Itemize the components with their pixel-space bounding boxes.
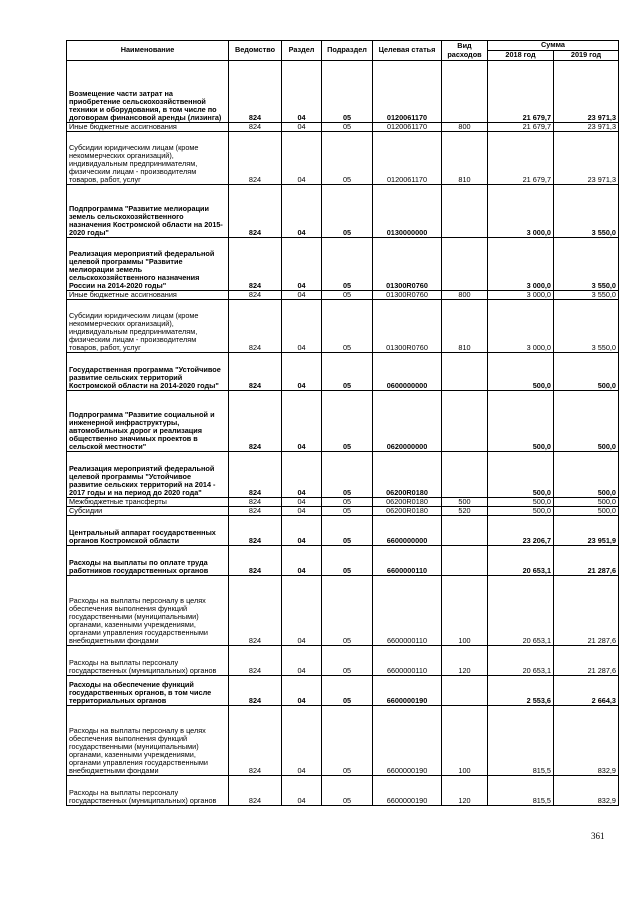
- row-article-cell: 6600000110: [373, 546, 442, 576]
- row-name-cell: Расходы на выплаты персоналу в целях обеспечения выполнения функций государственными (муниципальными) органами, казенными учреждениями, органами управления государственными внебюджетными фондами: [67, 576, 229, 646]
- row-subsection-cell: 05: [322, 646, 373, 676]
- row-subsection-cell: 05: [322, 452, 373, 498]
- row-section-cell: 04: [282, 516, 322, 546]
- row-value-2019-cell: 3 550,0: [554, 185, 619, 238]
- row-section-cell: 04: [282, 498, 322, 507]
- table-row: [67, 516, 619, 546]
- row-value-2018-cell: 3 000,0: [488, 300, 554, 353]
- row-article-cell: 6600000110: [373, 646, 442, 676]
- row-value-2018-cell: 20 653,1: [488, 576, 554, 646]
- row-value-2019-cell: 3 550,0: [554, 238, 619, 291]
- row-expense-type-cell: 500: [442, 498, 488, 507]
- row-article-cell: 06200R0180: [373, 507, 442, 516]
- table-row: [67, 546, 619, 576]
- row-department-cell: 824: [229, 646, 282, 676]
- row-subsection-cell: 05: [322, 300, 373, 353]
- row-name-cell: Субсидии: [67, 507, 229, 516]
- row-value-2018-cell: 500,0: [488, 391, 554, 452]
- row-expense-type-cell: [442, 676, 488, 706]
- row-expense-type-cell: [442, 185, 488, 238]
- row-article-cell: 0120061170: [373, 61, 442, 123]
- row-name-cell: Реализация мероприятий федеральной целевой программы "Устойчивое развитие сельских территорий на 2014 - 2017 годы и на период до 2020 года": [67, 452, 229, 498]
- row-department-cell: 824: [229, 452, 282, 498]
- row-section-cell: 04: [282, 291, 322, 300]
- row-subsection-cell: 05: [322, 546, 373, 576]
- row-department-cell: 824: [229, 61, 282, 123]
- row-value-2018-cell: 20 653,1: [488, 646, 554, 676]
- row-value-2019-cell: 23 971,3: [554, 61, 619, 123]
- row-expense-type-cell: [442, 238, 488, 291]
- table-row: [67, 507, 619, 516]
- row-name-cell: Подпрограмма "Развитие социальной и инженерной инфраструктуры, автомобильных дорог и реализация общественно значимых проектов в сельской местности": [67, 391, 229, 452]
- row-subsection-cell: 05: [322, 132, 373, 185]
- row-expense-type-cell: 520: [442, 507, 488, 516]
- row-subsection-cell: 05: [322, 706, 373, 776]
- row-name-cell: Расходы на выплаты персоналу государственных (муниципальных) органов: [67, 776, 229, 806]
- row-value-2018-cell: 3 000,0: [488, 185, 554, 238]
- row-value-2018-cell: 21 679,7: [488, 123, 554, 132]
- row-value-2019-cell: 500,0: [554, 498, 619, 507]
- row-value-2019-cell: 3 550,0: [554, 291, 619, 300]
- budget-table-body: [67, 61, 619, 806]
- row-value-2019-cell: 21 287,6: [554, 546, 619, 576]
- row-department-cell: 824: [229, 507, 282, 516]
- row-name-cell: Межбюджетные трансферты: [67, 498, 229, 507]
- row-article-cell: 01300R0760: [373, 300, 442, 353]
- row-section-cell: 04: [282, 546, 322, 576]
- row-name-cell: Реализация мероприятий федеральной целевой программы "Развитие мелиорации земель сельскохозяйственного назначения России на 2014-2020 годы": [67, 238, 229, 291]
- row-name-cell: Расходы на выплаты персоналу государственных (муниципальных) органов: [67, 646, 229, 676]
- row-value-2018-cell: 3 000,0: [488, 238, 554, 291]
- row-subsection-cell: 05: [322, 676, 373, 706]
- row-value-2019-cell: 500,0: [554, 353, 619, 391]
- row-department-cell: 824: [229, 123, 282, 132]
- row-department-cell: 824: [229, 576, 282, 646]
- row-article-cell: 0600000000: [373, 353, 442, 391]
- row-department-cell: 824: [229, 516, 282, 546]
- row-expense-type-cell: [442, 516, 488, 546]
- row-expense-type-cell: [442, 61, 488, 123]
- row-value-2019-cell: 21 287,6: [554, 576, 619, 646]
- row-subsection-cell: 05: [322, 185, 373, 238]
- row-article-cell: 6600000190: [373, 776, 442, 806]
- header-section: Раздел: [282, 41, 322, 61]
- row-department-cell: 824: [229, 546, 282, 576]
- row-value-2018-cell: 500,0: [488, 507, 554, 516]
- table-row: [67, 452, 619, 498]
- row-name-cell: Иные бюджетные ассигнования: [67, 291, 229, 300]
- table-row: [67, 646, 619, 676]
- budget-sheet: [66, 40, 618, 806]
- table-row: [67, 123, 619, 132]
- row-section-cell: 04: [282, 452, 322, 498]
- table-row: [67, 300, 619, 353]
- row-value-2018-cell: 500,0: [488, 498, 554, 507]
- row-name-cell: Возмещение части затрат на приобретение сельскохозяйственной техники и оборудования, в том числе по договорам финансовой аренды (лизинга): [67, 61, 229, 123]
- header-sum: Сумма: [488, 41, 619, 51]
- row-expense-type-cell: 810: [442, 132, 488, 185]
- row-section-cell: 04: [282, 132, 322, 185]
- row-name-cell: Субсидии юридическим лицам (кроме некоммерческих организаций), индивидуальным предпринимателям, физическим лицам - производителям товаров, работ, услуг: [67, 132, 229, 185]
- row-section-cell: 04: [282, 353, 322, 391]
- table-row: [67, 185, 619, 238]
- row-subsection-cell: 05: [322, 238, 373, 291]
- row-department-cell: 824: [229, 185, 282, 238]
- row-value-2019-cell: 500,0: [554, 391, 619, 452]
- row-article-cell: 0130000000: [373, 185, 442, 238]
- row-value-2019-cell: 832,9: [554, 776, 619, 806]
- row-department-cell: 824: [229, 300, 282, 353]
- header-target-article: Целевая статья: [373, 41, 442, 61]
- row-subsection-cell: 05: [322, 498, 373, 507]
- header-name: Наименование: [67, 41, 229, 61]
- budget-table: [66, 40, 619, 806]
- row-department-cell: 824: [229, 676, 282, 706]
- table-row: [67, 391, 619, 452]
- header-year-2018: 2018 год: [488, 51, 554, 61]
- row-article-cell: 6600000110: [373, 576, 442, 646]
- row-department-cell: 824: [229, 132, 282, 185]
- row-name-cell: Иные бюджетные ассигнования: [67, 123, 229, 132]
- table-row: [67, 706, 619, 776]
- header-subsection: Подраздел: [322, 41, 373, 61]
- row-section-cell: 04: [282, 676, 322, 706]
- row-article-cell: 0620000000: [373, 391, 442, 452]
- row-subsection-cell: 05: [322, 776, 373, 806]
- row-section-cell: 04: [282, 238, 322, 291]
- row-section-cell: 04: [282, 123, 322, 132]
- row-subsection-cell: 05: [322, 61, 373, 123]
- row-value-2018-cell: 500,0: [488, 452, 554, 498]
- row-article-cell: 0120061170: [373, 123, 442, 132]
- row-section-cell: 04: [282, 185, 322, 238]
- row-department-cell: 824: [229, 706, 282, 776]
- row-subsection-cell: 05: [322, 576, 373, 646]
- row-value-2018-cell: 20 653,1: [488, 546, 554, 576]
- table-row: [67, 776, 619, 806]
- row-subsection-cell: 05: [322, 353, 373, 391]
- table-row: [67, 291, 619, 300]
- row-value-2018-cell: 815,5: [488, 776, 554, 806]
- row-value-2019-cell: 2 664,3: [554, 676, 619, 706]
- row-department-cell: 824: [229, 776, 282, 806]
- row-name-cell: Подпрограмма "Развитие мелиорации земель сельскохозяйственного назначения Костромской области на 2015-2020 годы": [67, 185, 229, 238]
- row-value-2018-cell: 23 206,7: [488, 516, 554, 546]
- table-row: [67, 61, 619, 123]
- row-expense-type-cell: 800: [442, 123, 488, 132]
- row-value-2018-cell: 21 679,7: [488, 61, 554, 123]
- row-article-cell: 6600000190: [373, 706, 442, 776]
- row-subsection-cell: 05: [322, 291, 373, 300]
- row-article-cell: 0120061170: [373, 132, 442, 185]
- header-year-2019: 2019 год: [554, 51, 619, 61]
- row-expense-type-cell: [442, 546, 488, 576]
- table-row: [67, 353, 619, 391]
- row-value-2019-cell: 23 971,3: [554, 123, 619, 132]
- row-article-cell: 6600000000: [373, 516, 442, 546]
- row-article-cell: 06200R0180: [373, 452, 442, 498]
- row-subsection-cell: 05: [322, 123, 373, 132]
- row-value-2018-cell: 815,5: [488, 706, 554, 776]
- header-expense-type: Вид расходов: [442, 41, 488, 61]
- row-department-cell: 824: [229, 391, 282, 452]
- row-department-cell: 824: [229, 353, 282, 391]
- row-value-2019-cell: 21 287,6: [554, 646, 619, 676]
- row-department-cell: 824: [229, 238, 282, 291]
- row-article-cell: 01300R0760: [373, 238, 442, 291]
- row-value-2019-cell: 3 550,0: [554, 300, 619, 353]
- row-expense-type-cell: 120: [442, 776, 488, 806]
- table-row: [67, 676, 619, 706]
- row-expense-type-cell: 100: [442, 706, 488, 776]
- row-expense-type-cell: 100: [442, 576, 488, 646]
- row-value-2019-cell: 23 951,9: [554, 516, 619, 546]
- row-value-2018-cell: 2 553,6: [488, 676, 554, 706]
- row-value-2019-cell: 500,0: [554, 452, 619, 498]
- row-value-2019-cell: 500,0: [554, 507, 619, 516]
- row-section-cell: 04: [282, 646, 322, 676]
- row-article-cell: 01300R0760: [373, 291, 442, 300]
- row-expense-type-cell: [442, 353, 488, 391]
- row-value-2019-cell: 832,9: [554, 706, 619, 776]
- row-section-cell: 04: [282, 776, 322, 806]
- row-article-cell: 6600000190: [373, 676, 442, 706]
- row-name-cell: Расходы на выплаты персоналу в целях обеспечения выполнения функций государственными (муниципальными) органами, казенными учреждениями, органами управления государственными внебюджетными фондами: [67, 706, 229, 776]
- row-name-cell: Государственная программа "Устойчивое развитие сельских территорий Костромской области на 2014-2020 годы": [67, 353, 229, 391]
- row-subsection-cell: 05: [322, 507, 373, 516]
- row-name-cell: Расходы на выплаты по оплате труда работников государственных органов: [67, 546, 229, 576]
- row-section-cell: 04: [282, 576, 322, 646]
- row-section-cell: 04: [282, 61, 322, 123]
- row-value-2018-cell: 21 679,7: [488, 132, 554, 185]
- page-number: 361: [591, 831, 605, 841]
- row-expense-type-cell: [442, 391, 488, 452]
- row-section-cell: 04: [282, 300, 322, 353]
- row-value-2018-cell: 500,0: [488, 353, 554, 391]
- row-value-2019-cell: 23 971,3: [554, 132, 619, 185]
- table-row: [67, 238, 619, 291]
- row-expense-type-cell: 810: [442, 300, 488, 353]
- row-department-cell: 824: [229, 291, 282, 300]
- row-article-cell: 06200R0180: [373, 498, 442, 507]
- row-expense-type-cell: 800: [442, 291, 488, 300]
- row-value-2018-cell: 3 000,0: [488, 291, 554, 300]
- table-row: [67, 576, 619, 646]
- row-section-cell: 04: [282, 507, 322, 516]
- row-name-cell: Центральный аппарат государственных органов Костромской области: [67, 516, 229, 546]
- row-subsection-cell: 05: [322, 516, 373, 546]
- row-name-cell: Расходы на обеспечение функций государственных органов, в том числе территориальных органов: [67, 676, 229, 706]
- row-expense-type-cell: [442, 452, 488, 498]
- header-department: Ведомство: [229, 41, 282, 61]
- row-department-cell: 824: [229, 498, 282, 507]
- row-section-cell: 04: [282, 706, 322, 776]
- row-expense-type-cell: 120: [442, 646, 488, 676]
- row-subsection-cell: 05: [322, 391, 373, 452]
- table-row: [67, 132, 619, 185]
- row-section-cell: 04: [282, 391, 322, 452]
- row-name-cell: Субсидии юридическим лицам (кроме некоммерческих организаций), индивидуальным предпринимателям, физическим лицам - производителям товаров, работ, услуг: [67, 300, 229, 353]
